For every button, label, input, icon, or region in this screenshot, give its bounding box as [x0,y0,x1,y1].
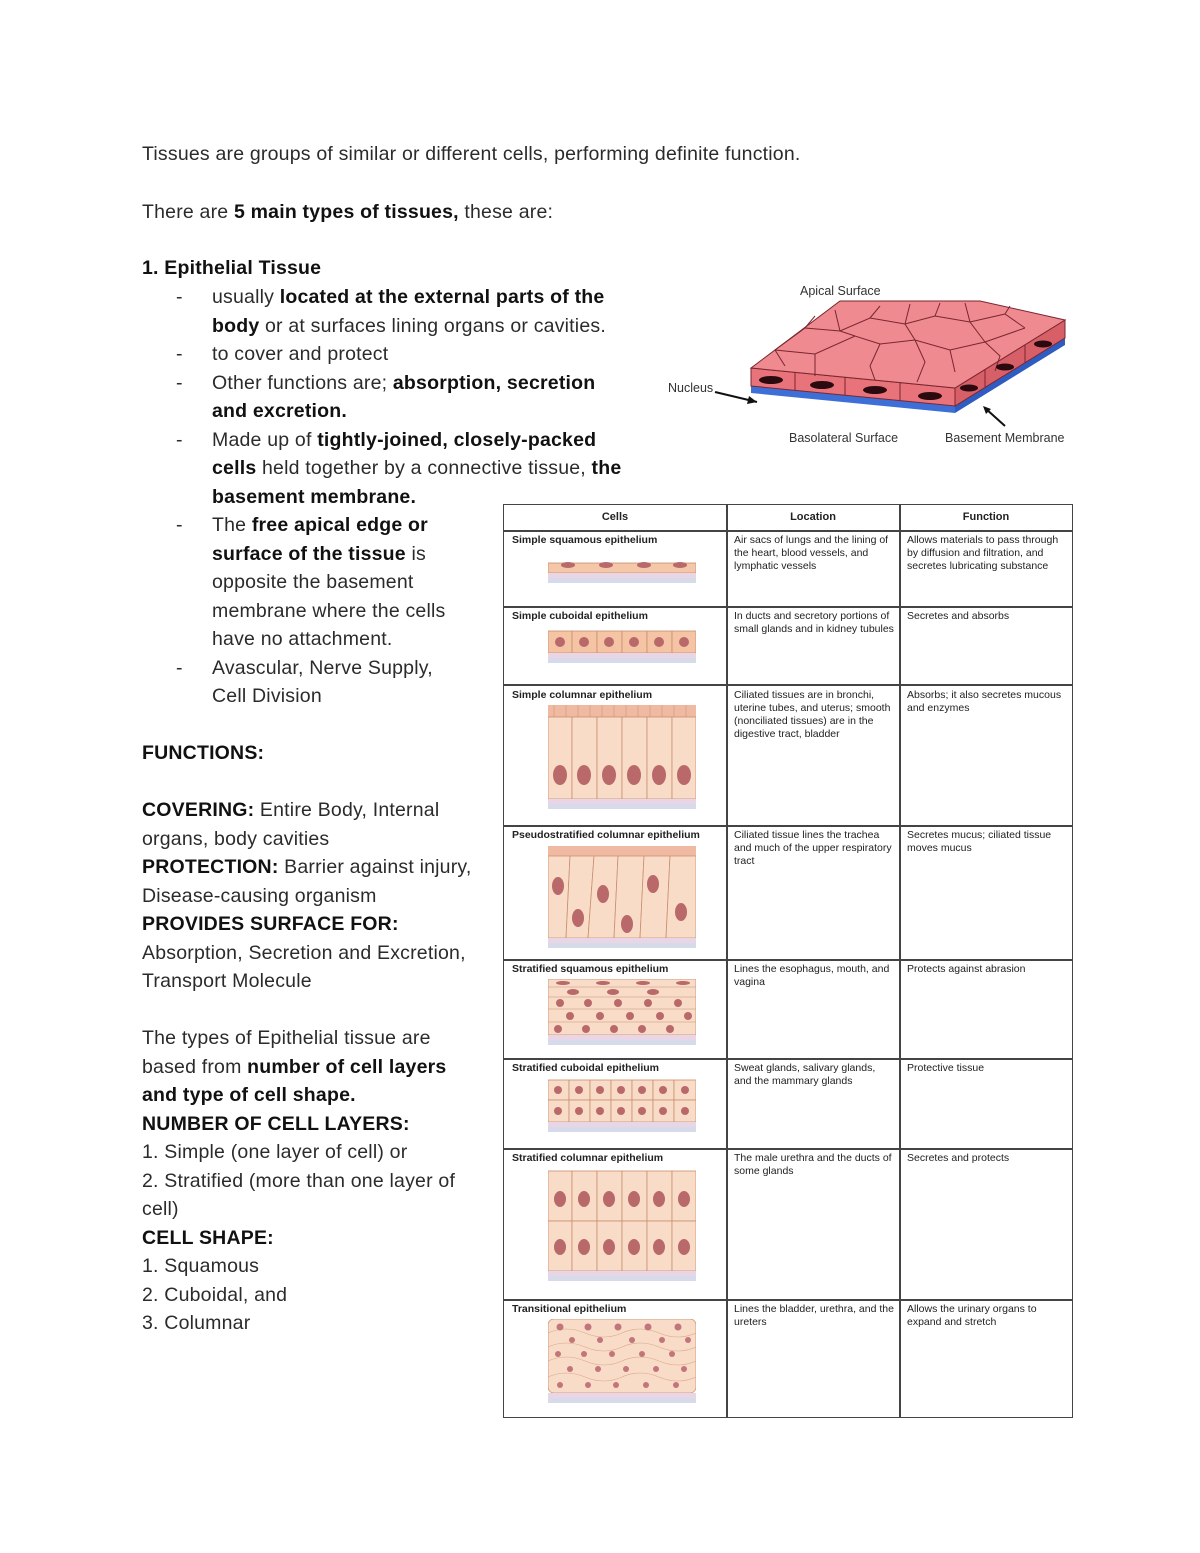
surface-heading: PROVIDES SURFACE FOR: [142,913,399,935]
surface-text: Absorption, Secretion and Excretion, Transport Molecule [142,941,466,992]
tissue-types-intro [142,198,553,227]
shape-cuboidal: 2. Cuboidal, and [142,1283,288,1306]
types-bold: 5 main types of tissues, [233,201,459,223]
bullet-cover: - to cover and protect [176,340,636,369]
layers-heading: NUMBER OF CELL LAYERS: [142,1112,410,1135]
epithelium-illustration [665,276,1085,451]
bullet-made-up: - Made up of tightly-joined, closely-packed cells held together by a connective tissue, the basement membrane. [176,426,636,512]
bullet-functions: - Other functions are; absorption, secretion and excretion. [176,369,636,426]
basement-membrane-label: Basement Membrane [945,431,1065,445]
types-post: these are: [458,201,554,223]
layer-simple: 1. Simple (one layer of cell) or [142,1141,408,1163]
types-pre: There are [142,201,234,223]
shape-squamous: 1. Squamous [142,1255,260,1277]
pseudostratified-illustration [548,846,696,956]
epithelial-bullets-top [176,283,636,511]
header-cells: Cells [601,511,629,523]
layer-stratified: 2. Stratified (more than one layer of cell) [142,1169,456,1220]
covering-line: COVERING: Entire Body, Internal organs, body cavities [142,799,440,850]
simple-cuboidal-illustration [548,627,696,675]
apical-surface-label: Apical Surface [800,284,881,298]
bullet-apical: - The free apical edge or surface of the tissue is opposite the basement membrane where the cells have no attachment. [176,511,456,654]
transitional-illustration [548,1319,696,1411]
functions-heading: FUNCTIONS: [142,742,265,764]
nucleus-label: Nucleus [668,381,714,395]
header-function: Function [962,511,1010,523]
epithelial-bullets-bottom [176,511,456,711]
simple-squamous-illustration [548,553,696,593]
functions-section [142,739,487,1338]
stratified-squamous-illustration [548,979,696,1055]
stratified-cuboidal-illustration [548,1078,696,1142]
shape-heading: CELL SHAPE: [142,1226,274,1249]
epithelium-diagram [665,276,1085,451]
basolateral-label: Basolateral Surface [789,431,899,445]
stratified-columnar-illustration [548,1169,696,1295]
header-location: Location [790,511,836,523]
simple-columnar-illustration [548,705,696,821]
shape-columnar: 3. Columnar [142,1312,251,1334]
epithelium-table: Cells Location Function Simple squamous epithelium Air sacs of lungs and the lining of the heart, blood vessels, and lymphatic vessels Allows materials to pass through by diffusion and filtration, and secretes lubricating substance Simple cuboidal epithelium In ducts and secretory portions of small glands and in kidney tubules Secretes and absorbs Simple columnar epithelium Ciliated tissues are in bronchi, uterine tubes, and uterus; smooth (nonciliated tissues) are in the digestive tract, bladder Absorbs; it also secretes mucous and enzymes Pseudostratified columnar epithelium Ciliated tissue lines the trachea and much of the upper respiratory tract Secretes mucus; ciliated tissue moves mucus Stratified squamous epithelium Lines the esophagus, mouth, and vagina Protects against abrasion Stratified cuboidal epithelium Sweat glands, salivary glands, and the mammary glands Protective tissue Stratified columnar epithelium The male urethra and the ducts of some glands Secretes and protects Transitional epithelium Lines the bladder, urethra, and the ureters Allows the urinary organs to expand and stretch [503,504,1073,1418]
tissue-definition: Tissues are groups of similar or different cells, performing definite function. [142,143,801,165]
epithelial-heading: 1. Epithelial Tissue [142,257,322,279]
types-basis: The types of Epithelial tissue are based from number of cell layers and type of cell shape. [142,1027,447,1106]
bullet-avascular: - Avascular, Nerve Supply, Cell Division [176,654,456,711]
protection-line: PROTECTION: Barrier against injury, Disease-causing organism [142,856,472,907]
bullet-location: - usually located at the external parts of the body or at surfaces lining organs or cavities. [176,283,636,340]
